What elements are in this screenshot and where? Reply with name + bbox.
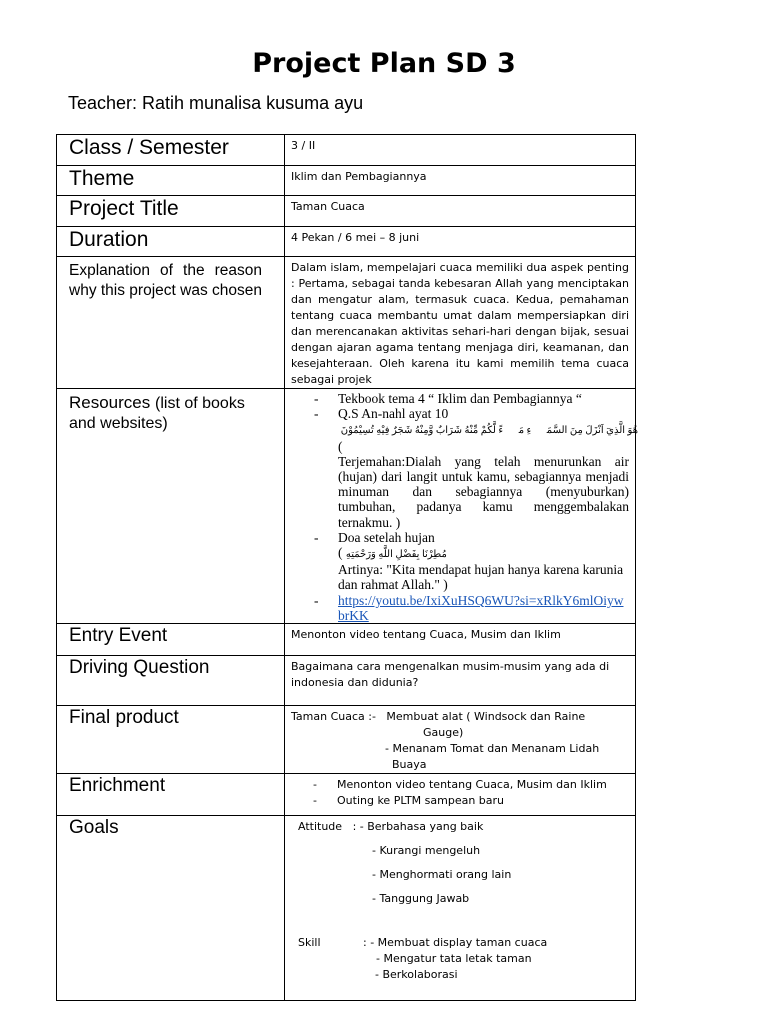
enrichment-list bbox=[291, 777, 629, 809]
list-item: - Doa setelah hujan bbox=[314, 529, 435, 545]
class-semester-value: 3 / II bbox=[285, 135, 636, 166]
row-duration bbox=[57, 227, 636, 257]
final-product-line: Gauge) bbox=[423, 726, 464, 740]
entry-event-value: Menonton video tentang Cuaca, Musim dan Iklim bbox=[285, 624, 636, 656]
artinya-text: Artinya: "Kita mendapat hujan hanya karena karunia dan rahmat Allah." ) bbox=[338, 562, 624, 593]
class-semester-label: Class / Semester bbox=[57, 135, 285, 166]
explanation-value: Dalam islam, mempelajari cuaca memiliki dua aspek penting : Pertama, sebagai tanda kebesaran Allah yang menciptakan dan mengatur alam, termasuk cuaca. Kedua, pemahaman tentang cuaca membantu umat dalam mempersiapkan diri dan merencanakan aktivitas sehari-hari dengan bijak, sesuai dengan ajaran agama tentang menjaga diri, keamanan, dan kesejahteraan. Oleh karena itu kami memilih tema cuaca sebagai projek bbox=[285, 257, 636, 389]
row-project-title bbox=[57, 196, 636, 227]
row-resources bbox=[57, 389, 636, 624]
final-product-label: Final product bbox=[57, 706, 285, 774]
resources-label: Resources bbox=[69, 393, 151, 412]
row-final-product bbox=[57, 706, 636, 774]
goal-item: - Menghormati orang lain bbox=[372, 868, 512, 882]
final-product-line: - Menanam Tomat dan Menanam Lidah bbox=[385, 742, 600, 756]
row-goals bbox=[57, 816, 636, 1001]
list-item: - https://youtu.be/IxiXuHSQ6WU?si=xRlkY6mlOiywbrKK bbox=[314, 592, 624, 623]
resources-label-sub: (list of books and websites) bbox=[69, 395, 245, 432]
resources-list: - Tekbook tema 4 “ Iklim dan Pembagiannya “ - Q.S An-nahl ayat 10 هُوَ الَّذِيٓ اَنْزَلَ مِنَ السَّمَاۤءِ مَاۤءً لَّكُمْ مِّنْهُ شَرَابٌ وَّمِنْهُ شَجَرٌ فِيْهِ تُسِيْمُوْنَ ( Terjemahan:Dialah yang telah menurunkan air (hujan) dari langit untuk kamu, sebagiannya menjadi minuman dan sebagiannya (menyuburkan) tumbuhan, padanya kamu menggembalakan ternakmu. ) - Doa setelah hujan ( مُطِرْنَا بِفَضْلِ اللَّهِ وَرَحْمَتِهِ Artinya: "Kita mendapat hujan hanya karena karunia dan rahmat Allah." ) - https://youtu.be/IxiXuHSQ6WU?si=xRlkY6mlOiywbrKK bbox=[291, 391, 629, 623]
driving-question-label: Driving Question bbox=[57, 656, 285, 706]
skill-label: Skill bbox=[298, 936, 321, 950]
project-title-label: Project Title bbox=[57, 196, 285, 227]
translation-text: Terjemahan:Dialah yang telah menurunkan air (hujan) dari langit untuk kamu, sebagiannya menjadi minuman dan sebagiannya (menyuburkan) tumbuhan, padanya kamu menggembalakan ternakmu. ) bbox=[338, 453, 629, 530]
project-plan-table bbox=[56, 134, 636, 1001]
duration-value: 4 Pekan / 6 mei – 8 juni bbox=[285, 227, 636, 257]
list-item: - Tekbook tema 4 “ Iklim dan Pembagiannya “ bbox=[314, 391, 582, 406]
goal-item: - Kurangi mengeluh bbox=[372, 844, 481, 858]
attitude-label: Attitude bbox=[298, 820, 343, 834]
goal-item: - Berkolaborasi bbox=[375, 968, 458, 982]
explanation-label: Explanation of the reason why this project was chosen bbox=[69, 262, 262, 299]
row-explanation bbox=[57, 257, 636, 389]
project-title-value: Taman Cuaca bbox=[285, 196, 636, 227]
goal-item: : - Membuat display taman cuaca bbox=[363, 936, 548, 950]
goal-item: - Tanggung Jawab bbox=[372, 892, 470, 906]
theme-label: Theme bbox=[57, 166, 285, 196]
row-enrichment bbox=[57, 774, 636, 816]
final-product-prefix: Taman Cuaca :- bbox=[291, 710, 376, 724]
arabic-prayer: مُطِرْنَا بِفَضْلِ اللَّهِ وَرَحْمَتِهِ bbox=[345, 549, 447, 561]
duration-label: Duration bbox=[57, 227, 285, 257]
list-item: - Q.S An-nahl ayat 10 bbox=[314, 406, 449, 422]
entry-event-label: Entry Event bbox=[57, 624, 285, 656]
goals-label: Goals bbox=[57, 816, 285, 1001]
goal-item: : - Berbahasa yang baik bbox=[352, 820, 484, 834]
row-theme bbox=[57, 166, 636, 196]
row-driving-question bbox=[57, 656, 636, 706]
page-title: Project Plan SD 3 bbox=[252, 48, 516, 79]
row-entry-event bbox=[57, 624, 636, 656]
driving-question-value: Bagaimana cara mengenalkan musim-musim yang ada di indonesia dan didunia? bbox=[285, 656, 636, 706]
row-class-semester bbox=[57, 135, 636, 166]
youtube-link[interactable]: https://youtu.be/IxiXuHSQ6WU?si=xRlkY6mlOiywbrKK bbox=[338, 592, 624, 623]
arabic-verse: هُوَ الَّذِيٓ اَنْزَلَ مِنَ السَّمَاۤءِ مَاۤءً لَّكُمْ مِّنْهُ شَرَابٌ وَّمِنْهُ شَجَرٌ فِيْهِ تُسِيْمُوْنَ bbox=[340, 425, 638, 437]
theme-value: Iklim dan Pembagiannya bbox=[285, 166, 636, 196]
teacher-line: Teacher: Ratih munalisa kusuma ayu bbox=[68, 93, 364, 113]
list-item: - Outing ke PLTM sampean baru bbox=[313, 794, 505, 808]
list-item: - Menonton video tentang Cuaca, Musim dan Iklim bbox=[313, 778, 607, 792]
final-product-line: Membuat alat ( Windsock dan Raine bbox=[386, 710, 586, 724]
final-product-line: Buaya bbox=[392, 758, 427, 772]
enrichment-label: Enrichment bbox=[57, 774, 285, 816]
goal-item: - Mengatur tata letak taman bbox=[376, 952, 532, 966]
